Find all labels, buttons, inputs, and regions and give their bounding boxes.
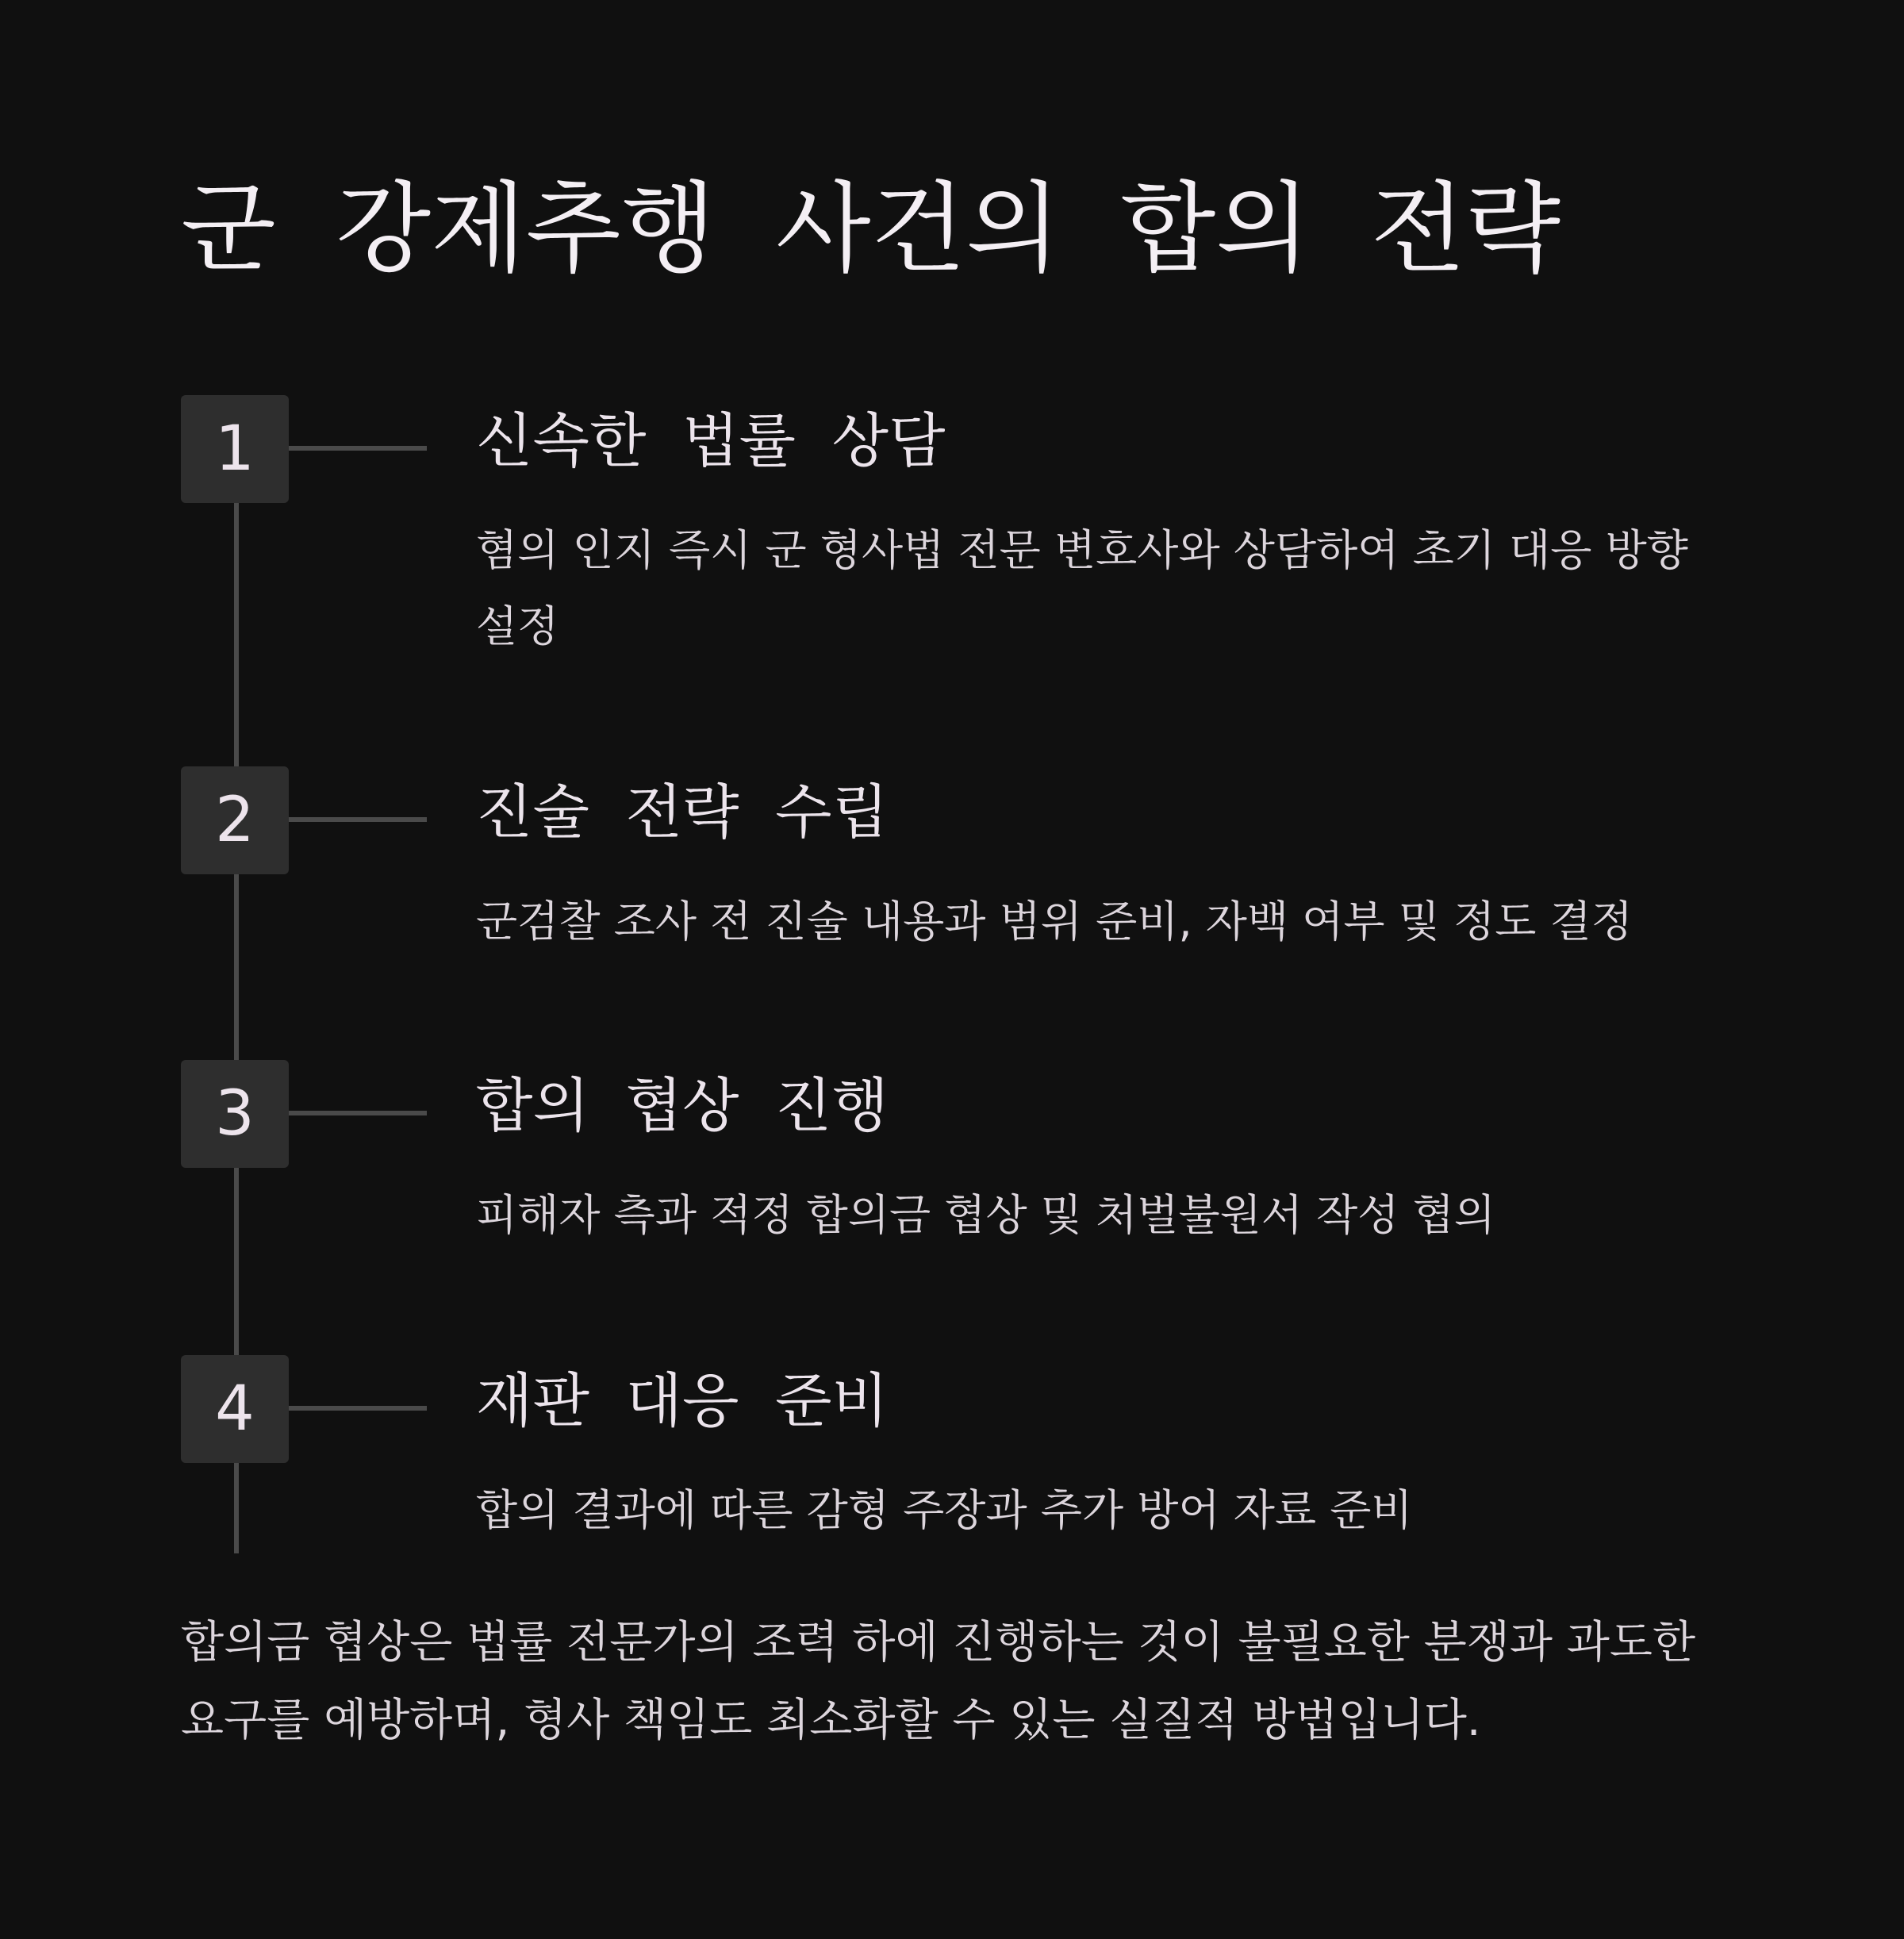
page-title: 군 강제추행 사건의 합의 전략 [181,172,1561,286]
step-number-badge: 2 [181,766,289,874]
step-connector [289,1111,427,1115]
step-number-badge: 4 [181,1355,289,1463]
step-description: 군검찰 조사 전 진술 내용과 범위 준비, 자백 여부 및 정도 결정 [476,897,1633,946]
step-title: 재판 대응 준비 [476,1367,889,1435]
step-connector [289,817,427,822]
step-title: 진술 전략 수립 [476,778,889,847]
step-title: 합의 협상 진행 [476,1072,889,1140]
footer-note: 합의금 협상은 법률 전문가의 조력 하에 진행하는 것이 불필요한 분쟁과 과도한 요구를 예방하며, 형사 책임도 최소화할 수 있는 실질적 방법입니다. [181,1617,1696,1746]
step-description: 합의 결과에 따른 감형 주장과 추가 방어 자료 준비 [476,1485,1413,1535]
step-connector [289,446,427,451]
step-description: 피해자 측과 적정 합의금 협상 및 처벌불원서 작성 협의 [476,1190,1495,1240]
step-title: 신속한 법률 상담 [476,407,946,475]
step-number-badge: 1 [181,395,289,503]
step-number-badge: 3 [181,1060,289,1168]
step-connector [289,1406,427,1411]
step-description: 혐의 인지 즉시 군 형사법 전문 변호사와 상담하여 초기 대응 방향 설정 [476,525,1688,651]
